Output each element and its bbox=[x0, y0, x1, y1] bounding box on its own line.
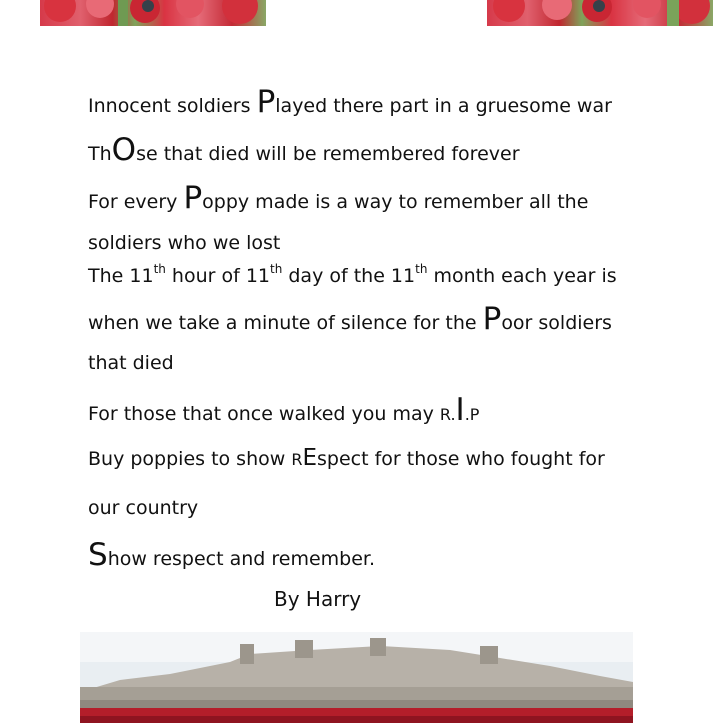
text: se that died will be remembered forever bbox=[136, 143, 520, 165]
text: hour of 11 bbox=[165, 265, 271, 287]
poppy-photo-right bbox=[487, 0, 713, 26]
tower-of-london-photo bbox=[80, 632, 633, 723]
text: The 11 bbox=[88, 265, 154, 287]
poem-line-9 bbox=[88, 446, 605, 472]
text: For those that once walked you may bbox=[88, 403, 440, 425]
poppy-photo-left bbox=[40, 0, 266, 26]
author-byline: By Harry bbox=[274, 587, 362, 611]
acrostic-letter: E bbox=[302, 445, 318, 471]
text: oppy made is a way to remember all the bbox=[202, 191, 589, 213]
acrostic-letter: P bbox=[256, 84, 276, 120]
ordinal-suffix: th bbox=[270, 262, 283, 276]
acrostic-letter: P bbox=[183, 180, 203, 216]
text: soldiers who we lost bbox=[88, 232, 281, 254]
text: For every bbox=[88, 191, 184, 213]
poem-line-8 bbox=[88, 392, 480, 428]
poem-line-11 bbox=[88, 537, 376, 573]
text: day of the 11 bbox=[282, 265, 416, 287]
acrostic-letter: P bbox=[482, 301, 502, 337]
text: spect for those who fought for bbox=[317, 448, 605, 470]
ordinal-suffix: th bbox=[153, 262, 166, 276]
text: .P bbox=[464, 405, 480, 424]
text: when we take a minute of silence for the bbox=[88, 312, 483, 334]
text: layed there part in a gruesome war bbox=[275, 95, 612, 117]
poem-line-2 bbox=[88, 132, 520, 168]
text: R bbox=[291, 450, 303, 469]
text: month each year is bbox=[427, 265, 617, 287]
poem-line-3 bbox=[88, 180, 589, 216]
acrostic-letter: S bbox=[88, 537, 108, 573]
poem-line-1 bbox=[88, 84, 612, 120]
poem-line-4 bbox=[88, 231, 280, 255]
text: R. bbox=[439, 405, 456, 424]
text: Th bbox=[88, 143, 112, 165]
text: how respect and remember. bbox=[107, 548, 376, 570]
poem-line-10 bbox=[88, 496, 198, 520]
poem-line-5 bbox=[88, 264, 617, 288]
text: our country bbox=[88, 497, 199, 519]
text: oor soldiers bbox=[501, 312, 612, 334]
text: Buy poppies to show bbox=[88, 448, 292, 470]
ordinal-suffix: th bbox=[415, 262, 428, 276]
acrostic-letter: O bbox=[111, 132, 137, 168]
text: that died bbox=[88, 352, 174, 374]
poem-line-6 bbox=[88, 301, 612, 337]
poem-line-7 bbox=[88, 351, 174, 375]
acrostic-letter: I bbox=[455, 392, 465, 428]
text: Innocent soldiers bbox=[88, 95, 257, 117]
